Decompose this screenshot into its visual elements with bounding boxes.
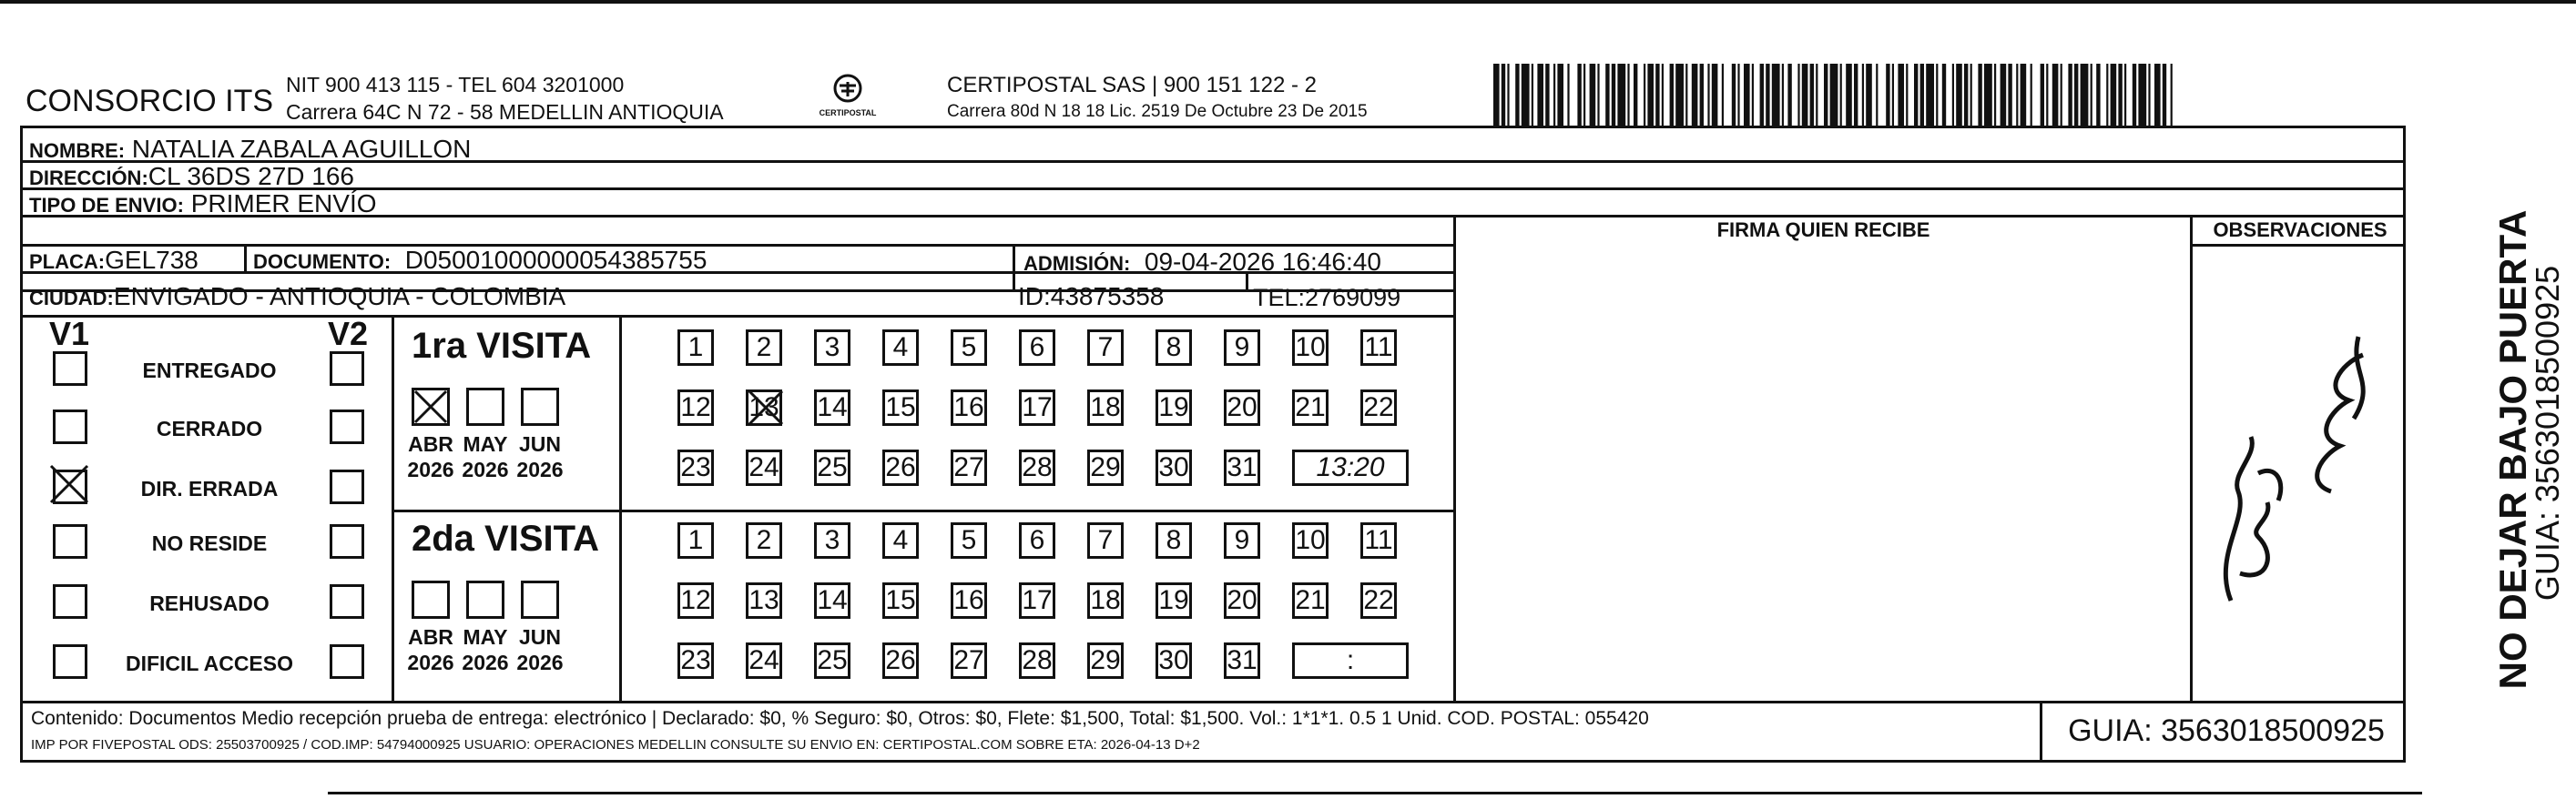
barcode-bar <box>1978 64 1981 127</box>
status-option-label: REHUSADO <box>149 592 270 615</box>
v2-checkbox[interactable] <box>330 584 364 619</box>
id-row <box>1018 282 1164 311</box>
barcode-bar <box>1952 64 1954 127</box>
barcode-bar <box>1787 64 1791 127</box>
month-label <box>403 624 458 675</box>
barcode-bar <box>1926 64 1934 127</box>
barcode-bar <box>1627 64 1629 127</box>
col-divider <box>2040 701 2042 763</box>
tel-row <box>1253 284 1400 312</box>
barcode-bar <box>1522 64 1530 127</box>
barcode-bar <box>2041 64 2044 127</box>
month-checkbox[interactable] <box>521 581 559 619</box>
barcode-bar <box>1737 64 1739 127</box>
month-name: JUN <box>518 432 561 456</box>
nombre-value: NATALIA ZABALA AGUILLON <box>131 135 472 163</box>
day-box[interactable]: 6 <box>1019 522 1055 559</box>
v2-checkbox[interactable] <box>330 351 364 386</box>
day-box[interactable]: 28 <box>1019 450 1055 486</box>
admision-row <box>1023 248 1381 277</box>
day-box[interactable]: 28 <box>1019 642 1055 679</box>
barcode-bar <box>1722 64 1724 127</box>
day-box[interactable]: 14 <box>814 582 850 619</box>
time-box[interactable]: 13:20 <box>1292 450 1409 486</box>
documento-value: D05001000000054385755 <box>404 246 708 274</box>
day-box[interactable]: 29 <box>1087 642 1124 679</box>
x-mark-icon <box>412 388 450 426</box>
month-label <box>403 431 458 482</box>
day-box[interactable]: 20 <box>1224 582 1260 619</box>
barcode-bar <box>2001 64 2007 127</box>
barcode-bar <box>1802 64 1808 127</box>
month-year: 2026 <box>407 651 454 674</box>
barcode-bar <box>1675 64 1684 127</box>
barcode-bar <box>1590 64 1596 127</box>
v1-checkbox[interactable] <box>53 410 87 444</box>
barcode-bar <box>1567 64 1569 127</box>
day-box[interactable]: 7 <box>1087 329 1124 366</box>
day-box[interactable]: 22 <box>1360 389 1397 426</box>
barcode-bar <box>2068 64 2072 127</box>
barcode-bar <box>1545 64 1549 127</box>
documento-label: DOCUMENTO: <box>253 250 392 273</box>
day-box[interactable]: 18 <box>1087 389 1124 426</box>
row-divider <box>20 315 1455 318</box>
barcode-bar <box>1502 64 1505 127</box>
col-divider <box>2190 215 2193 701</box>
barcode-bar <box>1886 64 1889 127</box>
barcode-bar <box>1583 64 1585 127</box>
day-box[interactable]: 8 <box>1156 522 1192 559</box>
month-name: ABR <box>408 625 453 649</box>
barcode-bar <box>1617 64 1625 127</box>
day-box[interactable]: 30 <box>1156 450 1192 486</box>
month-label <box>458 624 513 675</box>
barcode-bar <box>1655 64 1659 127</box>
nombre-row <box>29 135 471 164</box>
barcode-bar <box>1597 64 1599 127</box>
day-box[interactable]: 14 <box>814 389 850 426</box>
barcode-bar <box>2118 64 2122 127</box>
month-checkbox[interactable] <box>466 388 504 426</box>
barcode-bar <box>1634 64 1637 127</box>
day-box[interactable]: 4 <box>882 329 919 366</box>
barcode-bar <box>2046 64 2048 127</box>
barcode-bar <box>1553 64 1555 127</box>
barcode-bar <box>2061 64 2062 127</box>
barcode-bar <box>1892 64 1894 127</box>
barcode-bar <box>1942 64 1946 127</box>
barcode-bar <box>2138 64 2146 127</box>
day-box[interactable]: 4 <box>882 522 919 559</box>
barcode-bar <box>1685 64 1687 127</box>
no-dejar-bajo-puerta: NO DEJAR BAJO PUERTA <box>2491 209 2534 690</box>
barcode-bar <box>2106 64 2108 127</box>
admision-label: ADMISIÓN: <box>1023 252 1131 275</box>
day-box[interactable]: 15 <box>882 389 919 426</box>
barcode-bar <box>1914 64 1918 127</box>
visit-title: 2da VISITA <box>412 519 599 559</box>
barcode-bar <box>1854 64 1858 127</box>
barcode-bar <box>1797 64 1799 127</box>
month-year: 2026 <box>516 651 564 674</box>
day-box[interactable]: 6 <box>1019 329 1055 366</box>
day-box[interactable]: 2 <box>746 329 782 366</box>
x-mark-icon <box>47 462 91 506</box>
day-box[interactable]: 24 <box>746 642 782 679</box>
barcode-bar <box>2154 64 2161 127</box>
month-checkbox[interactable] <box>466 581 504 619</box>
logo-caption: CERTIPOSTAL <box>819 108 877 117</box>
barcode-bar <box>1810 64 1814 127</box>
barcode-bar <box>1712 64 1718 127</box>
row-divider <box>20 701 2406 703</box>
day-box[interactable]: 21 <box>1292 582 1329 619</box>
day-box[interactable]: 20 <box>1224 389 1260 426</box>
day-box[interactable]: 17 <box>1019 389 1055 426</box>
side-guia: GUIA: 3563018500925 <box>2529 265 2566 602</box>
day-box[interactable]: 11 <box>1360 522 1397 559</box>
barcode-bar <box>1752 64 1754 127</box>
barcode-bar <box>1707 64 1709 127</box>
barcode-bar <box>1647 64 1654 127</box>
time-box[interactable]: : <box>1292 642 1409 679</box>
id-label: ID: <box>1018 282 1051 310</box>
barcode-bar <box>1906 64 1908 127</box>
barcode-bar <box>1840 64 1842 127</box>
status-option-label: CERRADO <box>156 417 263 440</box>
barcode-bar <box>1605 64 1609 127</box>
barcode-bar <box>2052 64 2059 127</box>
barcode-bar <box>1846 64 1852 127</box>
day-box[interactable]: 23 <box>677 450 714 486</box>
day-box[interactable]: 24 <box>746 450 782 486</box>
month-label <box>458 431 513 482</box>
barcode-bar <box>2091 64 2092 127</box>
barcode-bar <box>1644 64 1645 127</box>
barcode-bar <box>2124 64 2126 127</box>
barcode-bar <box>2074 64 2078 127</box>
month-name: MAY <box>463 625 508 649</box>
day-box[interactable]: 31 <box>1224 642 1260 679</box>
certipostal-logo-icon <box>830 73 866 104</box>
month-year: 2026 <box>462 458 509 481</box>
col-divider <box>619 315 622 701</box>
month-year: 2026 <box>516 458 564 481</box>
tel-label: TEL: <box>1253 284 1306 311</box>
day-box[interactable]: 22 <box>1360 582 1397 619</box>
ciudad-row <box>29 282 565 311</box>
v1-header: V1 <box>49 315 90 352</box>
direccion-value: CL 36DS 27D 166 <box>148 162 354 190</box>
barcode-bar <box>1876 64 1878 127</box>
barcode-bar <box>2008 64 2011 127</box>
day-box[interactable]: 19 <box>1156 389 1192 426</box>
barcode-bar <box>1732 64 1736 127</box>
v1-checkbox[interactable] <box>53 524 87 559</box>
barcode-bar <box>1772 64 1780 127</box>
day-box[interactable]: 12 <box>677 582 714 619</box>
day-box[interactable]: 1 <box>677 522 714 559</box>
top-rule <box>0 0 2576 4</box>
day-box[interactable]: 16 <box>951 582 987 619</box>
barcode-bar <box>1692 64 1698 127</box>
barcode-bar <box>1956 64 1962 127</box>
barcode-bar <box>2163 64 2166 127</box>
month-year: 2026 <box>462 651 509 674</box>
day-box[interactable]: 2 <box>746 522 782 559</box>
barcode-bar <box>1537 64 1543 127</box>
courier-license: Carrera 80d N 18 18 Lic. 2519 De Octubre 23 De 2015 <box>947 102 1368 121</box>
col-divider <box>244 244 247 271</box>
v2-header: V2 <box>328 315 369 352</box>
v1-checkbox[interactable] <box>53 351 87 386</box>
day-box[interactable]: 5 <box>951 522 987 559</box>
day-box[interactable]: 1 <box>677 329 714 366</box>
day-box[interactable]: 27 <box>951 642 987 679</box>
month-checkbox[interactable] <box>412 581 450 619</box>
barcode-bar <box>1984 64 1992 127</box>
v1-checkbox[interactable] <box>53 584 87 619</box>
col-divider <box>1013 244 1015 289</box>
footer-imp: IMP POR FIVEPOSTAL ODS: 25503700925 / COD.IMP: 54794000925 USUARIO: OPERACIONES MEDELLIN CONSULTE SU ENVIO EN: CERTIPOSTAL.COM SOBRE ETA: 2026-04-13 D+2 <box>31 737 1200 753</box>
ciudad-label: CIUDAD: <box>29 287 114 309</box>
barcode-bar <box>2111 64 2117 127</box>
barcode-bar <box>2148 64 2150 127</box>
barcode-bar <box>1662 64 1664 127</box>
day-box[interactable]: 26 <box>882 450 919 486</box>
barcode-bar <box>1994 64 1996 127</box>
month-name: ABR <box>408 432 453 456</box>
barcode-bar <box>2096 64 2100 127</box>
day-box[interactable]: 25 <box>814 642 850 679</box>
day-box[interactable]: 17 <box>1019 582 1055 619</box>
tel-value: 2769099 <box>1305 284 1401 311</box>
barcode-bar <box>2016 64 2018 127</box>
barcode-bar <box>1532 64 1533 127</box>
month-name: MAY <box>463 432 508 456</box>
company-name: CONSORCIO ITS <box>25 84 274 118</box>
day-box[interactable]: 31 <box>1224 450 1260 486</box>
barcode-bar <box>2171 64 2173 127</box>
admision-value: 09-04-2026 16:46:40 <box>1144 248 1381 276</box>
col-divider <box>1453 215 1456 701</box>
day-box[interactable]: 3 <box>814 522 850 559</box>
observaciones-header: OBSERVACIONES <box>2213 218 2388 241</box>
status-option-label: DIR. ERRADA <box>140 477 279 501</box>
month-label <box>513 431 567 482</box>
x-mark-icon <box>746 388 786 428</box>
day-box[interactable]: 13 <box>746 389 782 426</box>
day-box[interactable]: 5 <box>951 329 987 366</box>
day-box[interactable]: 10 <box>1292 329 1329 366</box>
company-address: Carrera 64C N 72 - 58 MEDELLIN ANTIOQUIA <box>286 100 724 124</box>
barcode-bar <box>1612 64 1615 127</box>
ciudad-value: ENVIGADO - ANTIOQUIA - COLOMBIA <box>113 282 566 310</box>
barcode-bar <box>1557 64 1563 127</box>
day-box[interactable]: 11 <box>1360 329 1397 366</box>
month-checkbox[interactable] <box>521 388 559 426</box>
row-divider <box>20 215 2406 217</box>
day-box[interactable]: 18 <box>1087 582 1124 619</box>
v1-checkbox[interactable] <box>53 644 87 679</box>
barcode-bar <box>2031 64 2032 127</box>
row-divider <box>20 187 2406 190</box>
direccion-label: DIRECCIÓN: <box>29 167 148 189</box>
v2-checkbox[interactable] <box>330 524 364 559</box>
documento-row <box>253 246 707 275</box>
barcode-bar <box>2021 64 2027 127</box>
certipostal-logo <box>809 73 887 124</box>
barcode-bar <box>1766 64 1769 127</box>
day-box[interactable]: 7 <box>1087 522 1124 559</box>
barcode-bar <box>1898 64 1904 127</box>
barcode-bar <box>1936 64 1938 127</box>
status-option-label: DIFICIL ACCESO <box>125 652 293 675</box>
direccion-row <box>29 162 354 191</box>
day-box[interactable]: 15 <box>882 582 919 619</box>
v2-checkbox[interactable] <box>330 644 364 679</box>
barcode-bar <box>1760 64 1764 127</box>
day-box[interactable]: 23 <box>677 642 714 679</box>
barcode-bar <box>1782 64 1784 127</box>
day-box[interactable]: 30 <box>1156 642 1192 679</box>
courier-name: CERTIPOSTAL SAS | 900 151 122 - 2 <box>947 73 1317 97</box>
tipo-value: PRIMER ENVÍO <box>190 189 377 217</box>
day-box[interactable]: 12 <box>677 389 714 426</box>
barcode-bar <box>1964 64 1968 127</box>
row-divider <box>2190 244 2404 247</box>
barcode-bar <box>1816 64 1817 127</box>
barcode-bar <box>1866 64 1872 127</box>
barcode-bar <box>2133 64 2136 127</box>
barcode-bar <box>1700 64 1704 127</box>
day-box[interactable]: 9 <box>1224 522 1260 559</box>
barcode-bar <box>1830 64 1838 127</box>
barcode <box>1493 64 2176 127</box>
barcode-bar <box>1824 64 1828 127</box>
row-divider <box>392 510 1455 512</box>
day-box[interactable]: 10 <box>1292 522 1329 559</box>
footer-guia: GUIA: 3563018500925 <box>2068 713 2385 748</box>
v2-checkbox[interactable] <box>330 470 364 504</box>
tipo-envio-row <box>29 189 377 218</box>
id-value: 43875358 <box>1050 282 1165 310</box>
day-box[interactable]: 25 <box>814 450 850 486</box>
barcode-bar <box>1862 64 1864 127</box>
v2-checkbox[interactable] <box>330 410 364 444</box>
day-box[interactable]: 16 <box>951 389 987 426</box>
row-divider <box>20 244 1455 247</box>
footer-contents: Contenido: Documentos Medio recepción prueba de entrega: electrónico | Declarado: $0, % Seguro: $0, Otros: $0, Flete: $1,500, Total: $1,500. Vol.: 1*1*1. 0.5 1 Unid. COD. POSTAL: 055420 <box>31 708 1649 729</box>
month-label <box>513 624 567 675</box>
barcode-bar <box>1515 64 1519 127</box>
visit-title: 1ra VISITA <box>412 326 592 366</box>
day-box[interactable]: 29 <box>1087 450 1124 486</box>
firma-header: FIRMA QUIEN RECIBE <box>1716 218 1930 241</box>
barcode-bar <box>1920 64 1924 127</box>
month-year: 2026 <box>407 458 454 481</box>
month-name: JUN <box>518 625 561 649</box>
day-box[interactable]: 9 <box>1224 329 1260 366</box>
bottom-rule <box>328 792 2422 794</box>
placa-label: PLACA: <box>29 250 106 273</box>
barcode-bar <box>1970 64 1972 127</box>
day-box[interactable]: 19 <box>1156 582 1192 619</box>
col-divider <box>392 315 394 701</box>
day-box[interactable]: 13 <box>746 582 782 619</box>
barcode-bar <box>1670 64 1674 127</box>
day-box[interactable]: 3 <box>814 329 850 366</box>
tipo-label: TIPO DE ENVIO: <box>29 194 184 217</box>
barcode-bar <box>1744 64 1750 127</box>
nombre-label: NOMBRE: <box>29 139 126 162</box>
barcode-bar <box>1577 64 1581 127</box>
barcode-bar <box>1493 64 1500 127</box>
day-box[interactable]: 21 <box>1292 389 1329 426</box>
placa-value: GEL738 <box>105 246 199 274</box>
status-option-label: ENTREGADO <box>142 359 277 382</box>
handwritten-signature <box>2194 300 2395 664</box>
placa-row <box>29 246 199 275</box>
day-box[interactable]: 8 <box>1156 329 1192 366</box>
day-box[interactable]: 26 <box>882 642 919 679</box>
company-nit: NIT 900 413 115 - TEL 604 3201000 <box>286 73 625 96</box>
status-option-label: NO RESIDE <box>151 531 268 555</box>
day-box[interactable]: 27 <box>951 450 987 486</box>
barcode-bar <box>1507 64 1509 127</box>
barcode-bar <box>2081 64 2089 127</box>
